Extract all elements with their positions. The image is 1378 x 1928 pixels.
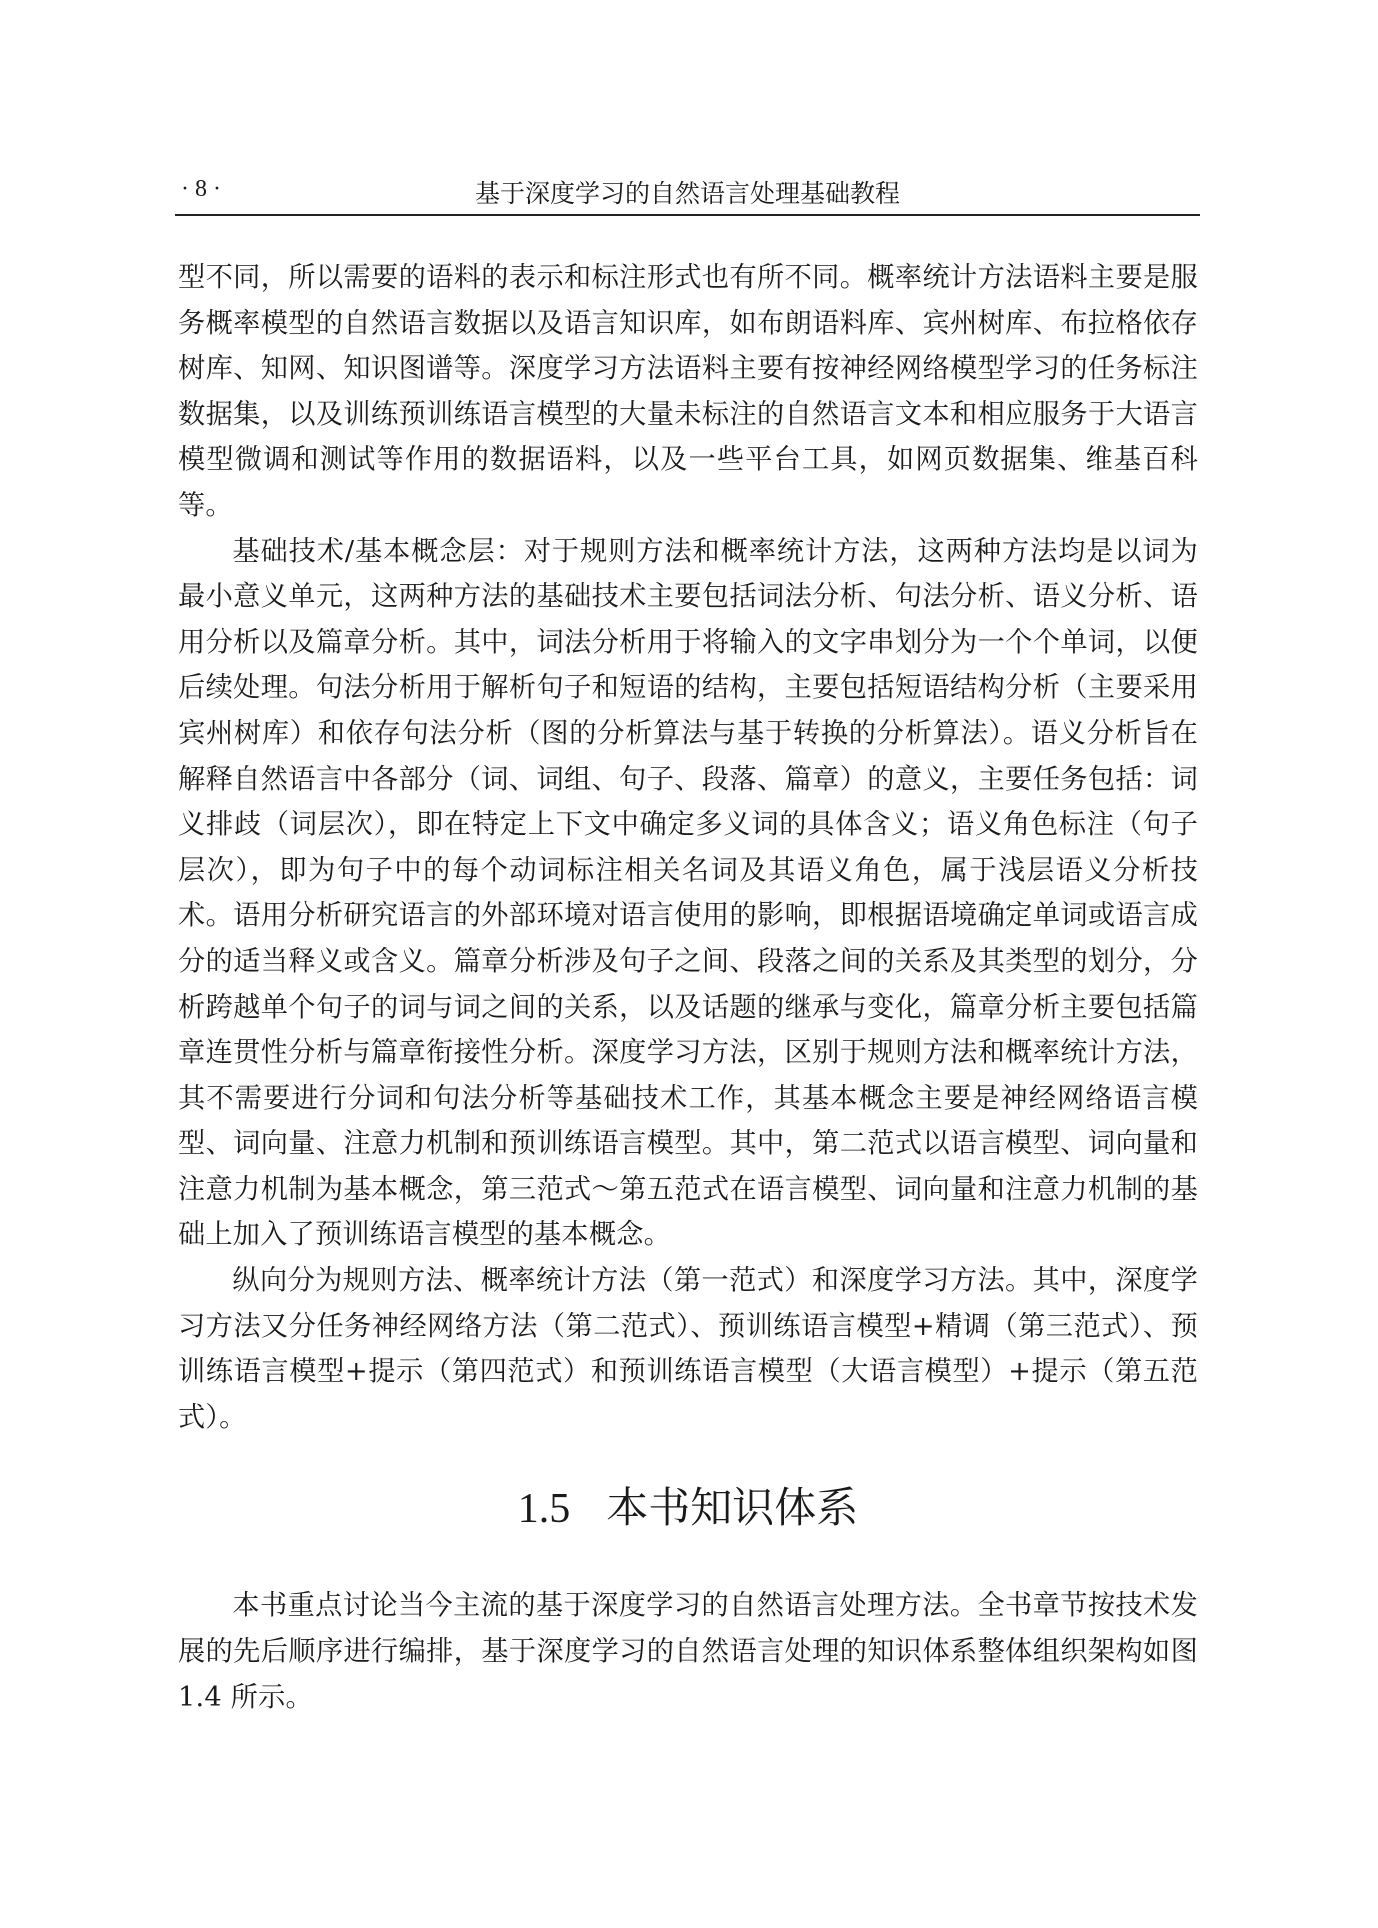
paragraph-basic-technology-layer: 基础技术/基本概念层：对于规则方法和概率统计方法，这两种方法均是以词为最小意义单元，这两种方法的基础技术主要包括词法分析、句法分析、语义分析、语用分析以及篇章分析。其中，词法分析用于将输入的文字串划分为一个个单词，以便后续处理。句法分析用于解析句子和短语的结构，主要包括短语结构分析（主要采用宾州树库）和依存句法分析（图的分析算法与基于转换的分析算法）。语义分析旨在解释自然语言中各部分（词、词组、句子、段落、篇章）的意义，主要任务包括：词义排歧（词层次），即在特定上下文中确定多义词的具体含义；语义角色标注（句子层次），即为句子中的每个动词标注相关名词及其语义角色，属于浅层语义分析技术。语用分析研究语言的外部环境对语言使用的影响，即根据语境确定单词或语言成分的适当释义或含义。篇章分析涉及句子之间、段落之间的关系及其类型的划分，分析跨越单个句子的词与词之间的关系，以及话题的继承与变化，篇章分析主要包括篇章连贯性分析与篇章衔接性分析。深度学习方法，区别于规则方法和概率统计方法，其不需要进行分词和句法分析等基础技术工作，其基本概念主要是神经网络语言模型、词向量、注意力机制和预训练语言模型。其中，第二范式以语言模型、词向量和注意力机制为基本概念，第三范式～第五范式在语言模型、词向量和注意力机制的基础上加入了预训练语言模型的基本概念。 xyxy=(178,535,1198,1251)
running-title: 基于深度学习的自然语言处理基础教程 xyxy=(474,179,900,208)
section-heading xyxy=(178,1480,1198,1537)
section-title: 本书知识体系 xyxy=(606,1483,859,1533)
page-number: · 8 · xyxy=(181,176,221,202)
paragraph-continued: 型不同，所以需要的语料的表示和标注形式也有所不同。概率统计方法语料主要是服务概率模型的自然语言数据以及语言知识库，如布朗语料库、宾州树库、布拉格依存树库、知网、知识图谱等。深度学习方法语料主要有按神经网络模型学习的任务标注数据集，以及训练预训练语言模型的大量未标注的自然语言文本和相应服务于大语言模型微调和测试等作用的数据语料，以及一些平台工具，如网页数据集、维基百科等。 xyxy=(178,262,1198,521)
paragraph-section-intro: 本书重点讨论当今主流的基于深度学习的自然语言处理方法。全书章节按技术发展的先后顺序进行编排，基于深度学习的自然语言处理的知识体系整体组织架构如图 1.4 所示。 xyxy=(178,1590,1198,1713)
section-number: 1.5 xyxy=(517,1486,571,1533)
page-header xyxy=(175,170,1200,216)
page-body xyxy=(178,255,1198,1720)
paragraph-vertical-division: 纵向分为规则方法、概率统计方法（第一范式）和深度学习方法。其中，深度学习方法又分任务神经网络方法（第二范式）、预训练语言模型+精调（第三范式）、预训练语言模型+提示（第四范式）和预训练语言模型（大语言模型）+提示（第五范式）。 xyxy=(178,1265,1198,1433)
